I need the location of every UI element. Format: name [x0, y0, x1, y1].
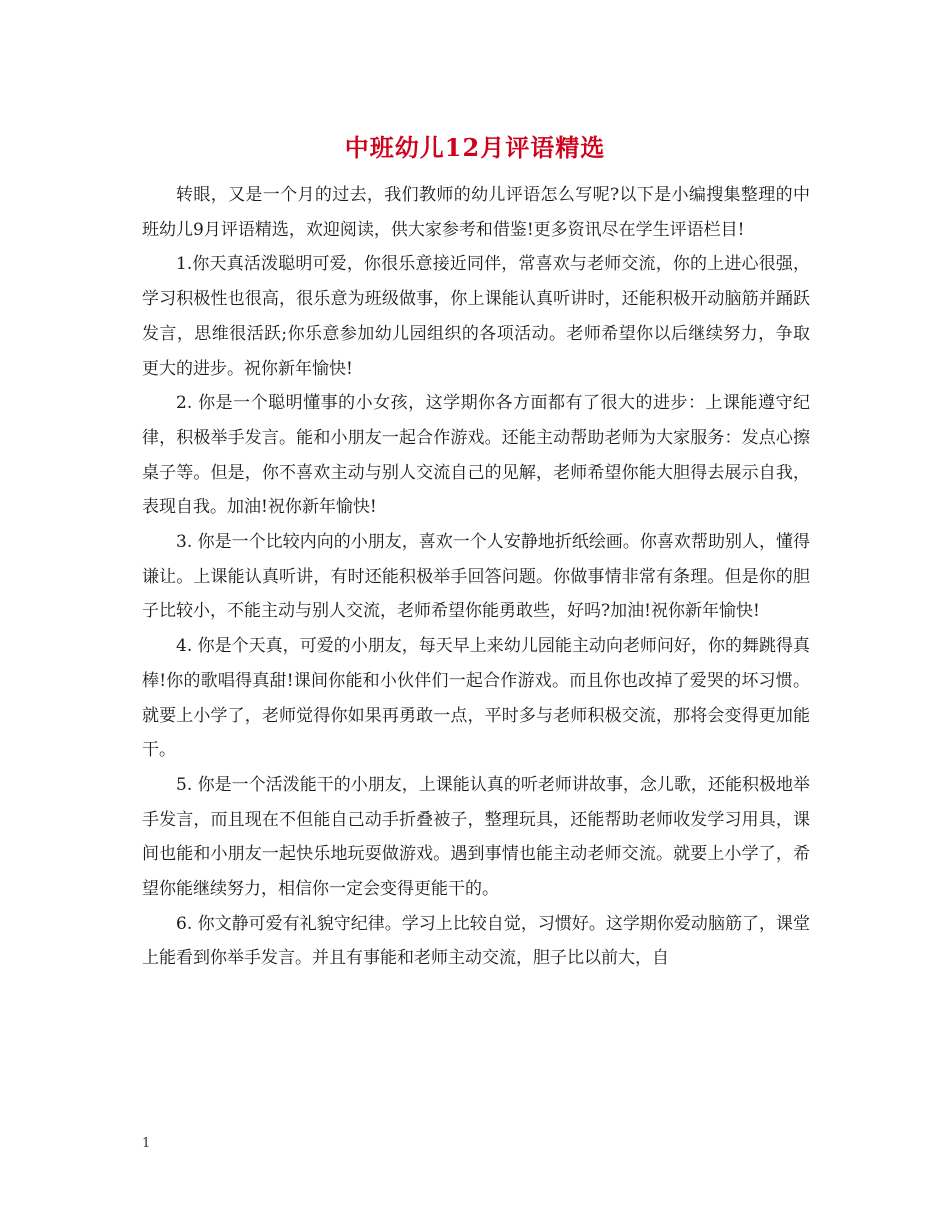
comment-paragraph-5: 5. 你是一个活泼能干的小朋友，上课能认真的听老师讲故事，念儿歌，还能积极地举手发言，而且现在不但能自己动手折叠被子，整理玩具，还能帮助老师收发学习用具，课间也能和小朋友一起快乐地玩耍做游戏。遇到事情也能主动老师交流。就要上小学了，希望你能继续努力，相信你一定会变得更能干的。: [142, 774, 810, 900]
document-title: 中班幼儿12月评语精选: [344, 133, 606, 162]
page-number: 1: [142, 1136, 151, 1151]
comment-paragraph-1: 1.你天真活泼聪明可爱，你很乐意接近同伴，常喜欢与老师交流，你的上进心很强，学习积极性也很高，很乐意为班级做事，你上课能认真听讲时，还能积极开动脑筋并踊跃发言，思维很活跃;你乐意参加幼儿园组织的各项活动。老师希望你以后继续努力，争取更大的进步。祝你新年愉快!: [142, 254, 810, 379]
comment-paragraph-2: 2. 你是一个聪明懂事的小女孩，这学期你各方面都有了很大的进步：上课能遵守纪律，积极举手发言。能和小朋友一起合作游戏。还能主动帮助老师为大家服务：发点心擦桌子等。但是，你不喜欢主动与别人交流自己的见解，老师希望你能大胆得去展示自我，表现自我。加油!祝你新年愉快!: [142, 393, 810, 518]
comment-paragraph-4: 4. 你是个天真，可爱的小朋友，每天早上来幼儿园能主动向老师问好，你的舞跳得真棒!你的歌唱得真甜!课间你能和小伙伴们一起合作游戏。而且你也改掉了爱哭的坏习惯。就要上小学了，老师觉得你如果再勇敢一点，平时多与老师积极交流，那将会变得更加能干。: [142, 636, 810, 761]
comment-paragraph-6: 6. 你文静可爱有礼貌守纪律。学习上比较自觉，习惯好。这学期你爱动脑筋了，课堂上能看到你举手发言。并且有事能和老师主动交流，胆子比以前大，自: [142, 913, 810, 969]
intro-paragraph: 转眼，又是一个月的过去，我们教师的幼儿评语怎么写呢?以下是小编搜集整理的中班幼儿9月评语精选，欢迎阅读，供大家参考和借鉴!更多资讯尽在学生评语栏目!: [142, 185, 810, 240]
document-body: [142, 178, 810, 976]
comment-paragraph-3: 3. 你是一个比较内向的小朋友，喜欢一个人安静地折纸绘画。你喜欢帮助别人，懂得谦让。上课能认真听讲，有时还能积极举手回答问题。你做事情非常有条理。但是你的胆子比较小，不能主动与别人交流，老师希望你能勇敢些，好吗?加油!祝你新年愉快!: [142, 532, 810, 622]
